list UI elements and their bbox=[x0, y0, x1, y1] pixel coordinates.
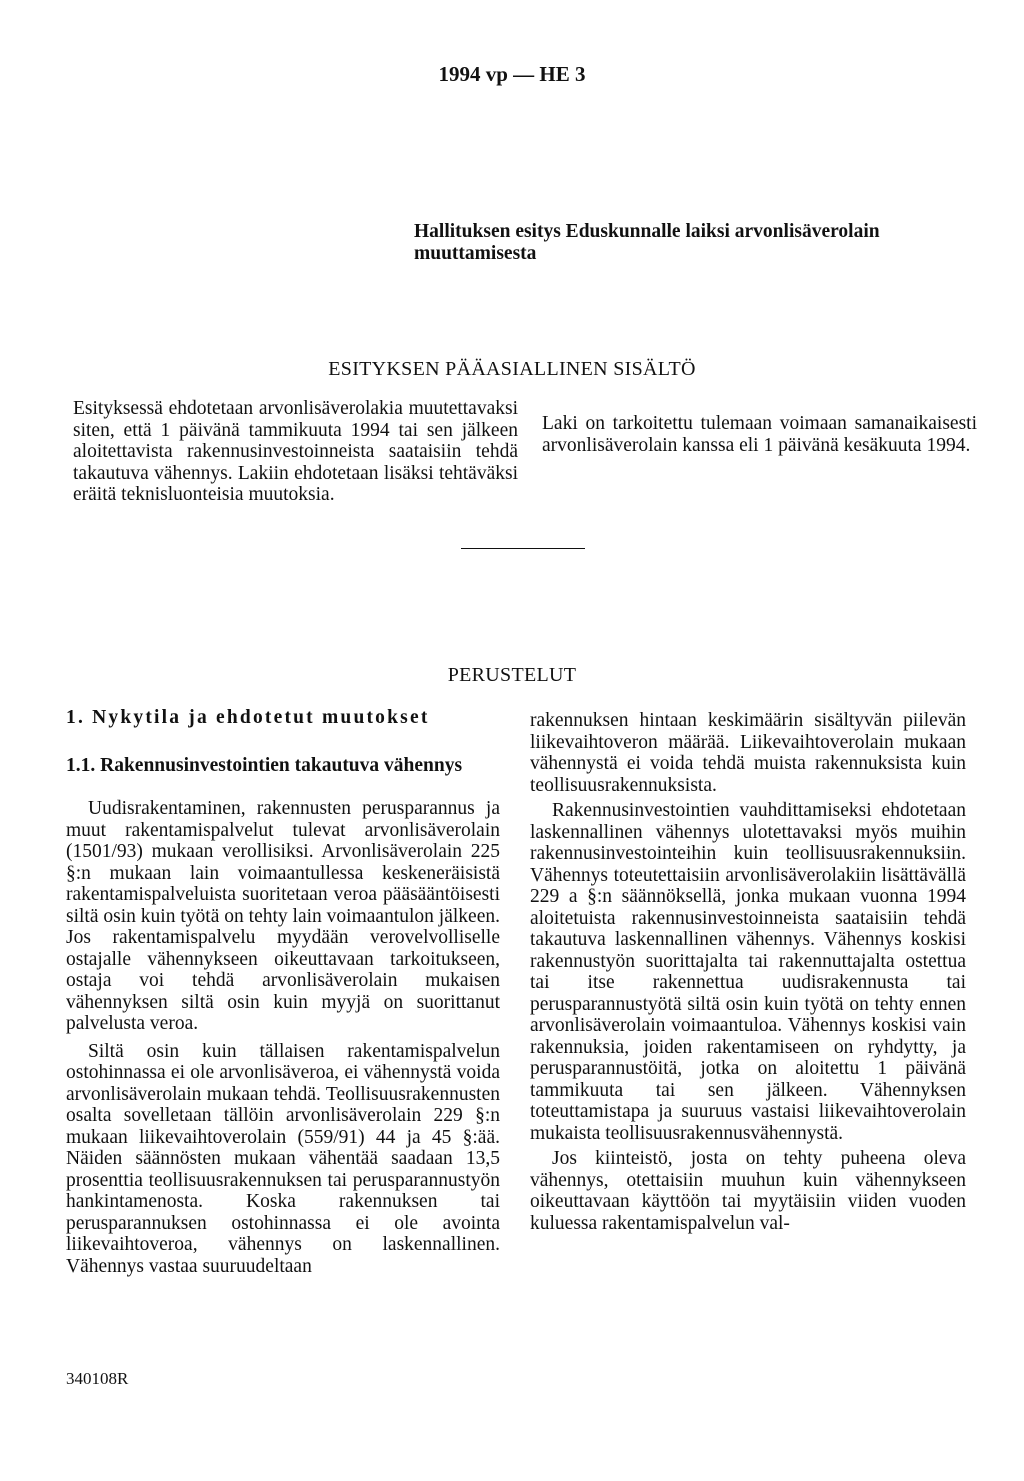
body-paragraph: Siltä osin kuin tällaisen rakentamispalvelun ostohinnassa ei ole arvonlisäveroa, ei vähennystä voida arvonlisäverolain mukaan tehdä. Teollisuusrakennusten osalta sovelletaan tällöin arvonlisäverolain 229 §:n mukaan liikevaihtoverolain (559/91) 44 ja 45 §:ää. Näiden säännösten mukaan vähentää saadaan 13,5 prosenttia teollisuusrakennuksen tai perusparannustyön hankintamenosta. Koska rakennuksen tai perusparannuksen ostohinnassa ei ole avointa liikevaihtoveroa, vähennys on laskennallinen. Vähennys vastaa suuruudeltaan bbox=[66, 1040, 500, 1277]
summary-left-column bbox=[73, 398, 518, 506]
summary-heading: ESITYKSEN PÄÄASIALLINEN SISÄLTÖ bbox=[328, 358, 696, 380]
perustelut-heading: PERUSTELUT bbox=[447, 664, 577, 686]
document-code: 340108R bbox=[66, 1369, 129, 1388]
body-paragraph: rakennuksen hintaan keskimäärin sisältyvän piilevän liikevaihtoveron määrää. Liikevaihtoverolain mukaan vähennystä ei voida tehdä muista rakennuksista kuin teollisuusrakennuksista. bbox=[530, 710, 966, 796]
section-title: 1. Nykytila ja ehdotetut muutokset bbox=[66, 707, 430, 728]
body-paragraph: Jos kiinteistö, josta on tehty puheena oleva vähennys, otettaisiin muuhun kuin vähennykseen oikeuttavaan käyttöön tai myytäisiin viiden vuoden kuluessa rakentamispalvelun val- bbox=[530, 1148, 966, 1234]
document-title: Hallituksen esitys Eduskunnalle laiksi arvonlisäverolain muuttamisesta bbox=[414, 221, 880, 264]
summary-right-column bbox=[542, 413, 977, 456]
page-header: 1994 vp — HE 3 bbox=[438, 62, 586, 86]
body-right-column bbox=[530, 710, 966, 1234]
body-paragraph: Rakennusinvestointien vauhdittamiseksi ehdotetaan laskennallinen vähennys ulotettavaksi myös muihin rakennusinvestointeihin kuin teollisuusrakennuksiin. Vähennys toteutettaisiin arvonlisäverolakiin lisättävällä 229 a §:n säännöksellä, jonka mukaan vuonna 1994 aloitetuista rakennusinvestoinneista saataisiin tehdä takautuva laskennallinen vähennys. Vähennys koskisi rakennustyön suorittajalta tai rakennuttajalta ostettua tai itse rakennettua uudisrakennusta tai perusparannustyötä siltä osin kuin työtä on tehty ennen arvonlisäverolain voimaantuloa. Vähennys koskisi vain rakennuksia, joiden rakentamiseen on ryhdytty, ja perusparannustöitä, jotka on aloitettu 1 päivänä tammikuuta tai sen jälkeen. Vähennyksen toteuttamistapa ja suuruus vastaisi liikevaihtoverolain mukaista teollisuusrakennusvähennystä. bbox=[530, 800, 966, 1144]
summary-left-text: Esityksessä ehdotetaan arvonlisäverolakia muutettavaksi siten, että 1 päivänä tammikuuta 1994 tai sen jälkeen aloitettavista rakennusinvestoinneista saataisiin tehdä takautuva vähennys. Lakiin ehdotetaan lisäksi tehtäväksi eräitä teknisluonteisia muutoksia. bbox=[73, 398, 518, 505]
summary-right-text: Laki on tarkoitettu tulemaan voimaan samanaikaisesti arvonlisäverolain kanssa eli 1 päivänä kesäkuuta 1994. bbox=[542, 413, 977, 456]
section-divider bbox=[461, 548, 585, 549]
body-paragraph: Uudisrakentaminen, rakennusten perusparannus ja muut rakentamispalvelut tulevat arvonlisäverolain (1501/93) mukaan verollisiksi. Arvonlisäverolain 225 §:n mukaan lain voimaantullessa keskeneräisistä rakentamispalveluista suoritetaan veroa pääsääntöisesti siltä osin kuin työtä on tehty lain voimaantulon jälkeen. Jos rakentamispalvelu myydään verovelvolliselle ostajalle vähennykseen oikeuttavaan tarkoitukseen, ostaja voi tehdä arvonlisäverolain mukaisen vähennyksen siltä osin kuin myyjä on suorittanut palvelusta veroa. bbox=[66, 798, 500, 1034]
subsection-title: 1.1. Rakennusinvestointien takautuva vähennys bbox=[66, 754, 463, 776]
body-left-column bbox=[66, 707, 500, 1277]
